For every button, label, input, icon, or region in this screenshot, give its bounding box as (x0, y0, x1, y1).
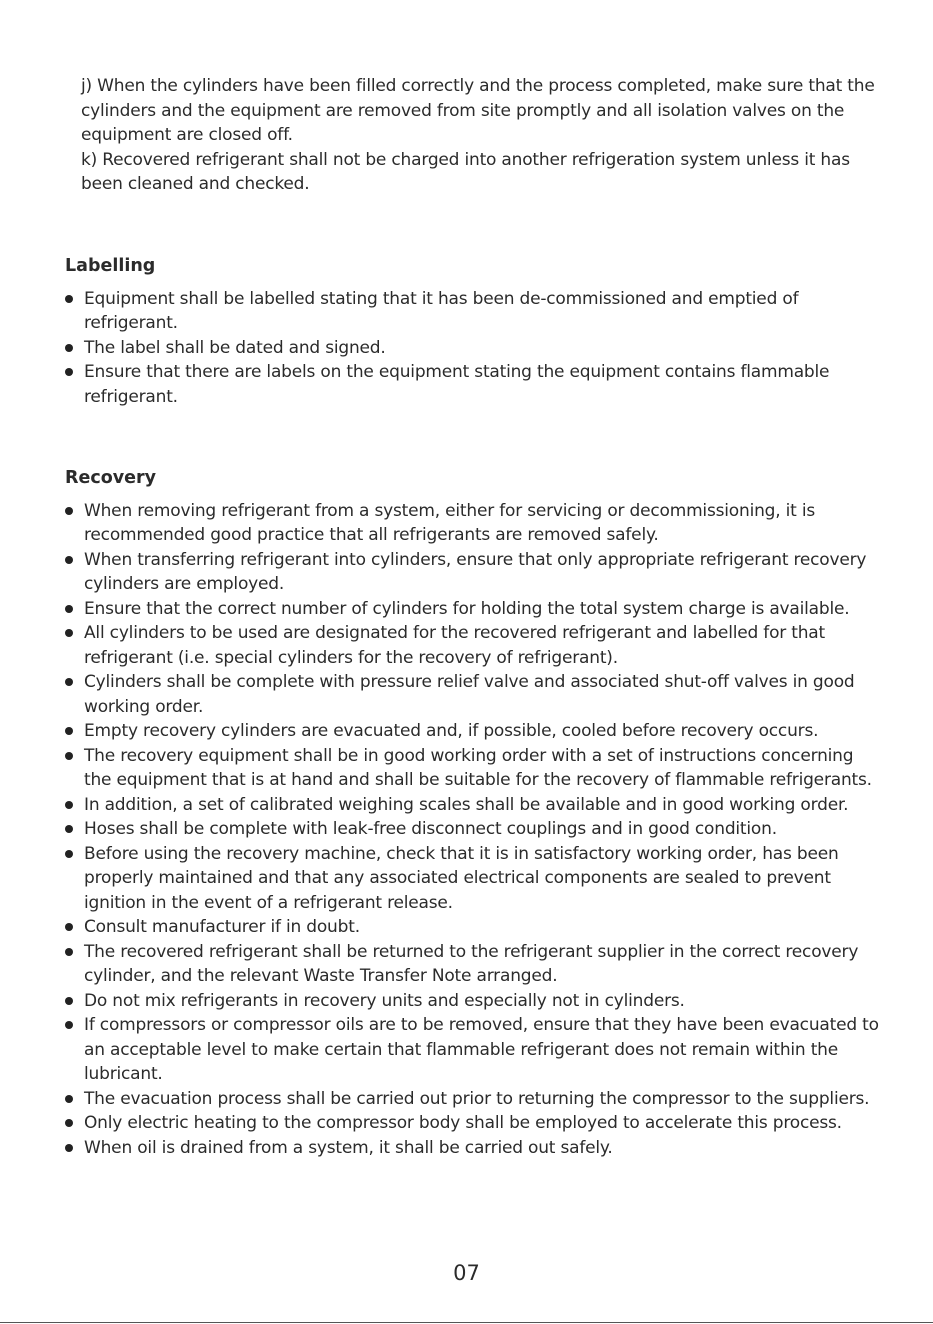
bullet-icon (65, 629, 73, 637)
list-item: The recovery equipment shall be in good working order with a set of instructions concerning the equipment that is at hand and shall be suitable for the recovery of flammable refrigerants. (65, 744, 880, 793)
list-item: Equipment shall be labelled stating that it has been de-commissioned and emptied of refrigerant. (65, 287, 880, 336)
intro-paragraphs (81, 74, 881, 197)
intro-paragraph-k: k) Recovered refrigerant shall not be charged into another refrigeration system unless it has been cleaned and checked. (81, 149, 850, 194)
bullet-icon (65, 368, 73, 376)
bullet-icon (65, 801, 73, 809)
list-item: Hoses shall be complete with leak-free disconnect couplings and in good condition. (65, 817, 880, 842)
list-item: When transferring refrigerant into cylinders, ensure that only appropriate refrigerant recovery cylinders are employed. (65, 548, 880, 597)
bullet-icon (65, 507, 73, 515)
list-item: The evacuation process shall be carried out prior to returning the compressor to the suppliers. (65, 1087, 880, 1112)
list-item: When oil is drained from a system, it shall be carried out safely. (65, 1136, 880, 1161)
list-item: Before using the recovery machine, check that it is in satisfactory working order, has been properly maintained and that any associated electrical components are sealed to prevent ignition in the event of a refrigerant release. (65, 842, 880, 916)
labelling-section (65, 254, 880, 409)
list-item: Consult manufacturer if in doubt. (65, 915, 880, 940)
bullet-icon (65, 752, 73, 760)
bullet-icon (65, 605, 73, 613)
page-number: 07 (453, 1261, 480, 1285)
list-item: Do not mix refrigerants in recovery units and especially not in cylinders. (65, 989, 880, 1014)
recovery-heading: Recovery (65, 468, 157, 488)
bullet-icon (65, 1095, 73, 1103)
list-item: The recovered refrigerant shall be returned to the refrigerant supplier in the correct recovery cylinder, and the relevant Waste Transfer Note arranged. (65, 940, 880, 989)
list-item: All cylinders to be used are designated for the recovered refrigerant and labelled for that refrigerant (i.e. special cylinders for the recovery of refrigerant). (65, 621, 880, 670)
list-item: Ensure that there are labels on the equipment stating the equipment contains flammable refrigerant. (65, 360, 880, 409)
bullet-icon (65, 556, 73, 564)
bullet-icon (65, 825, 73, 833)
labelling-list (65, 287, 880, 410)
bullet-icon (65, 1144, 73, 1152)
list-item: The label shall be dated and signed. (65, 336, 880, 361)
bullet-icon (65, 923, 73, 931)
bullet-icon (65, 295, 73, 303)
recovery-section (65, 466, 880, 1160)
bullet-icon (65, 1021, 73, 1029)
list-item: If compressors or compressor oils are to be removed, ensure that they have been evacuated to an acceptable level to make certain that flammable refrigerant does not remain within the lubricant. (65, 1013, 880, 1087)
list-item: Cylinders shall be complete with pressure relief valve and associated shut-off valves in good working order. (65, 670, 880, 719)
bullet-icon (65, 678, 73, 686)
bullet-icon (65, 1119, 73, 1127)
bullet-icon (65, 850, 73, 858)
bullet-icon (65, 344, 73, 352)
labelling-heading: Labelling (65, 256, 156, 276)
list-item: Empty recovery cylinders are evacuated and, if possible, cooled before recovery occurs. (65, 719, 880, 744)
bullet-icon (65, 727, 73, 735)
list-item: When removing refrigerant from a system, either for servicing or decommissioning, it is recommended good practice that all refrigerants are removed safely. (65, 499, 880, 548)
recovery-list (65, 499, 880, 1161)
list-item: In addition, a set of calibrated weighing scales shall be available and in good working order. (65, 793, 880, 818)
bullet-icon (65, 948, 73, 956)
list-item: Ensure that the correct number of cylinders for holding the total system charge is available. (65, 597, 880, 622)
bullet-icon (65, 997, 73, 1005)
list-item: Only electric heating to the compressor body shall be employed to accelerate this process. (65, 1111, 880, 1136)
intro-paragraph-j: j) When the cylinders have been filled correctly and the process completed, make sure that the cylinders and the equipment are removed from site promptly and all isolation valves on the equipment are closed off. (81, 76, 875, 145)
bottom-divider (0, 1322, 933, 1323)
